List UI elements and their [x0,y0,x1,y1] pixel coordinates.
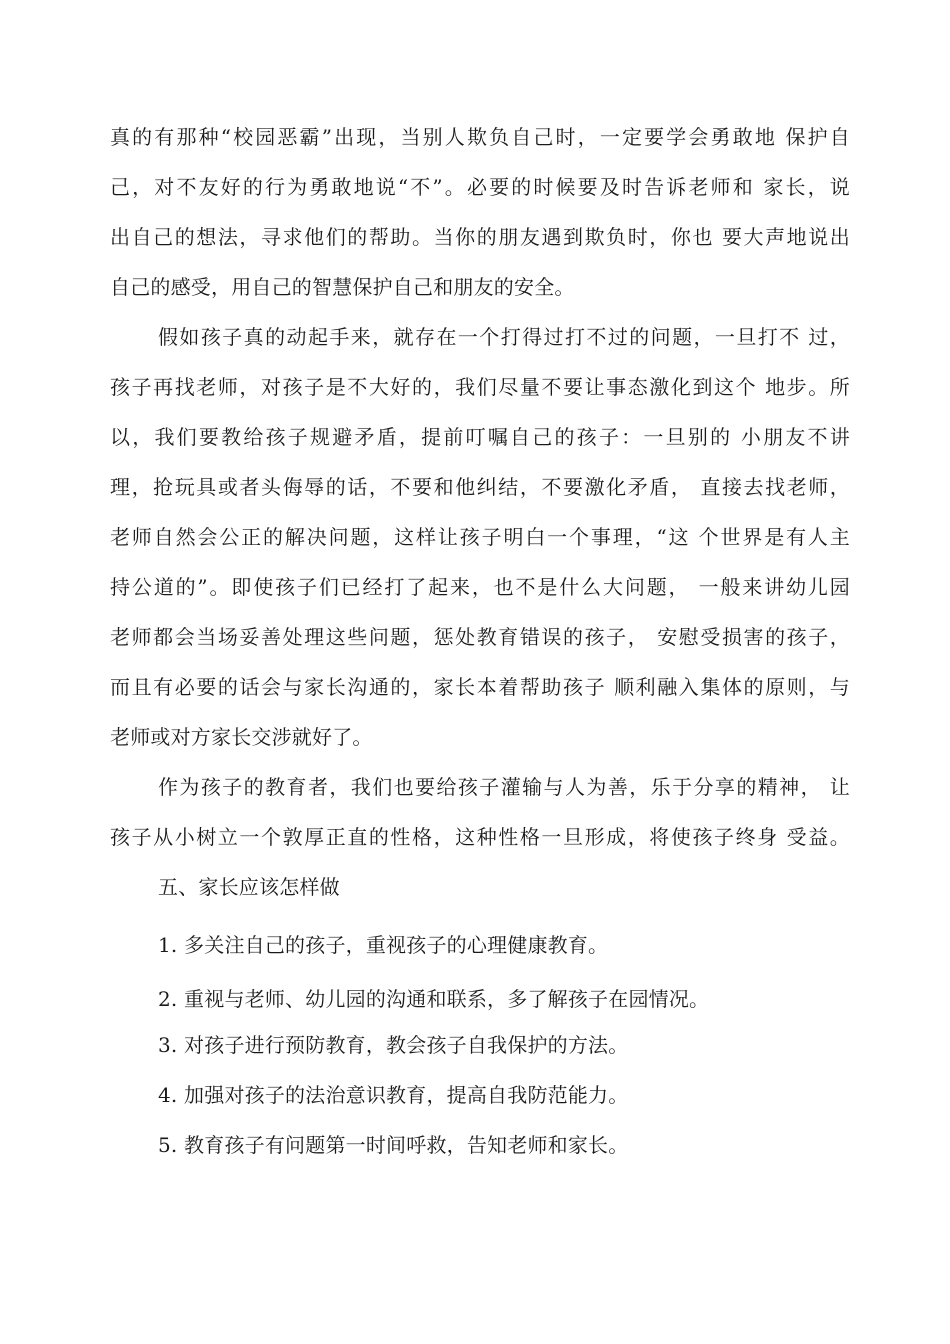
paragraph-line: 老师都会当场妥善处理这些问题，惩处教育错误的孩子， 安慰受损害的孩子， [110,625,850,649]
paragraph-line: 孩子从小树立一个敦厚正直的性格，这种性格一旦形成，将使孩子终身 受益。 [110,825,850,849]
paragraph-line: 老师自然会公正的解决问题，这样让孩子明白一个事理，“这 个世界是有人主 [110,525,850,549]
paragraph-line: 己，对不友好的行为勇敢地说“不”。必要的时候要及时告诉老师和 家长，说 [110,175,850,199]
paragraph-line: 老师或对方家长交涉就好了。 [110,725,373,749]
section-heading: 五、家长应该怎样做 [158,875,340,899]
paragraph-line: 而且有必要的话会与家长沟通的，家长本着帮助孩子 顺利融入集体的原则，与 [110,675,850,699]
paragraph-line: 理，抢玩具或者头侮辱的话，不要和他纠结，不要激化矛盾， 直接去找老师， [110,475,850,499]
list-item: 5. 教育孩子有问题第一时间呼救，告知老师和家长。 [158,1133,629,1157]
paragraph-line: 假如孩子真的动起手来，就存在一个打得过打不过的问题，一旦打不 过， [158,325,850,349]
paragraph-line: 作为孩子的教育者，我们也要给孩子灌输与人为善，乐于分享的精神， 让 [158,775,850,799]
paragraph-line: 持公道的”。即使孩子们已经打了起来，也不是什么大问题， 一般来讲幼儿园 [110,575,850,599]
paragraph-line: 出自己的想法，寻求他们的帮助。当你的朋友遇到欺负时，你也 要大声地说出 [110,225,850,249]
paragraph-line: 真的有那种“校园恶霸”出现，当别人欺负自己时，一定要学会勇敢地 保护自 [110,125,850,149]
list-item: 4. 加强对孩子的法治意识教育，提高自我防范能力。 [158,1083,629,1107]
list-item: 2. 重视与老师、幼儿园的沟通和联系，多了解孩子在园情况。 [158,987,710,1011]
list-item: 1. 多关注自己的孩子，重视孩子的心理健康教育。 [158,933,609,957]
paragraph-line: 自己的感受，用自己的智慧保护自己和朋友的安全。 [110,275,575,299]
paragraph-line: 孩子再找老师，对孩子是不大好的，我们尽量不要让事态激化到这个 地步。所 [110,375,850,399]
paragraph-line: 以，我们要教给孩子规避矛盾，提前叮嘱自己的孩子：一旦别的 小朋友不讲 [110,425,850,449]
list-item: 3. 对孩子进行预防教育，教会孩子自我保护的方法。 [158,1033,629,1057]
